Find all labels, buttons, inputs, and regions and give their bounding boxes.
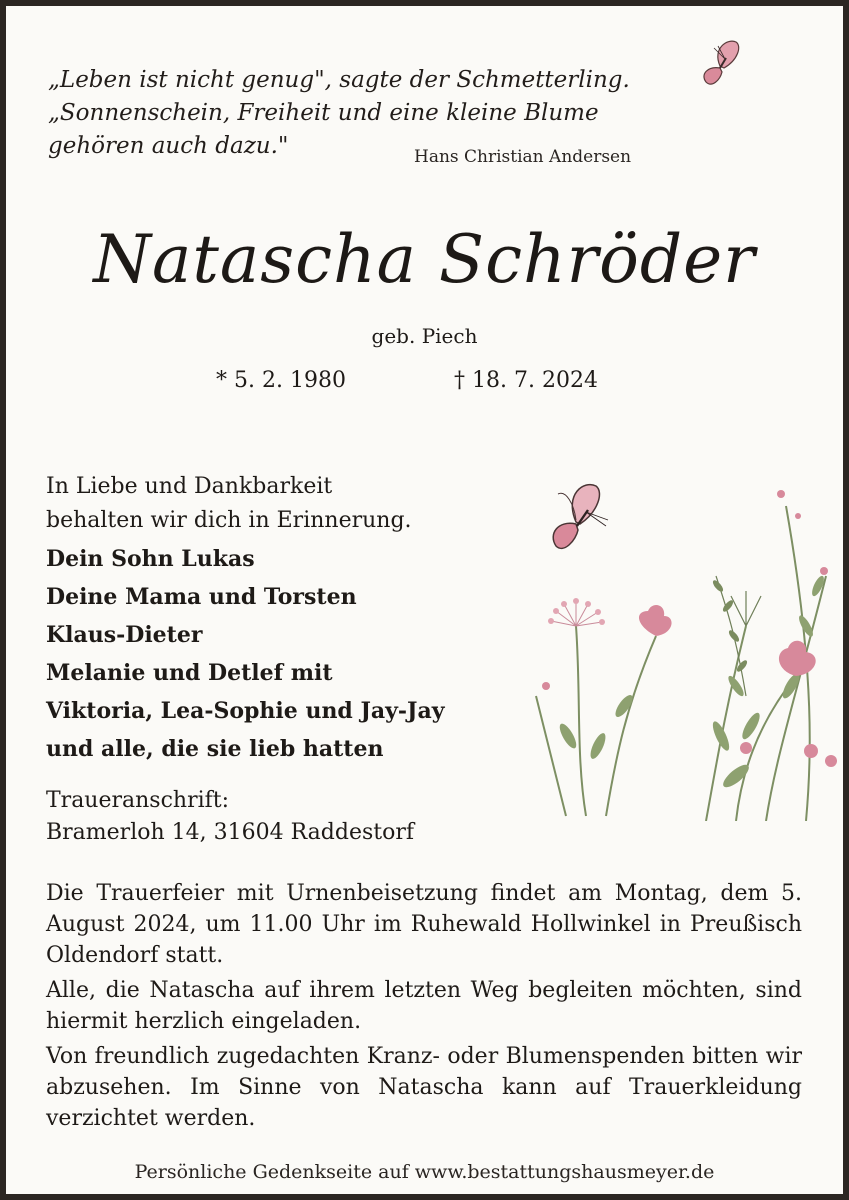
maiden-name: geb. Piech [371, 324, 478, 348]
notice-paragraph: Alle, die Natascha auf ihrem letzten Weg begleiten möchten, sind hiermit herzlich eingeladen. [46, 978, 802, 1034]
mourner: und alle, die sie lieb hatten [46, 736, 384, 762]
intro-line: behalten wir dich in Erinnerung. [46, 508, 412, 533]
mourner: Dein Sohn Lukas [46, 546, 255, 572]
quote-line: gehören auch dazu." [48, 133, 289, 159]
mourning-address [46, 785, 414, 849]
notice-paragraph: Die Trauerfeier mit Urnenbeisetzung findet am Montag, dem 5. August 2024, um 11.00 Uhr im Ruhewald Hollwinkel in Preußisch Oldendorf statt. [46, 881, 802, 968]
death-date: † 18. 7. 2024 [454, 368, 598, 393]
address-value: Bramerloh 14, 31604 Raddestorf [46, 820, 415, 845]
birth-date: * 5. 2. 1980 [216, 368, 346, 393]
funeral-notice [46, 878, 802, 1138]
mourner: Deine Mama und Torsten [46, 584, 357, 610]
mourners-list [46, 540, 445, 768]
mourner: Klaus-Dieter [46, 622, 203, 648]
quote-line: „Leben ist nicht genug", sagte der Schmetterling. [48, 67, 630, 93]
memorial-page-link[interactable]: Persönliche Gedenkseite auf www.bestattungshausmeyer.de [134, 1161, 715, 1183]
intro-line: In Liebe und Dankbarkeit [46, 474, 333, 499]
butterfly-icon [698, 38, 746, 94]
quote-line: „Sonnenschein, Freiheit und eine kleine Blume [48, 100, 599, 126]
intro-text [46, 470, 412, 538]
address-label: Traueranschrift: [46, 788, 230, 813]
notice-paragraph: Von freundlich zugedachten Kranz- oder Blumenspenden bitten wir abzusehen. Im Sinne von Natascha kann auf Trauerkleidung verzichtet werden. [46, 1044, 802, 1131]
mourner: Viktoria, Lea-Sophie und Jay-Jay [46, 698, 445, 724]
deceased-name: Natascha Schröder [93, 221, 756, 298]
obituary-page [6, 6, 843, 1194]
mourner: Melanie und Detlef mit [46, 660, 333, 686]
wildflower-illustration [506, 476, 843, 821]
quote-author: Hans Christian Andersen [414, 147, 632, 167]
